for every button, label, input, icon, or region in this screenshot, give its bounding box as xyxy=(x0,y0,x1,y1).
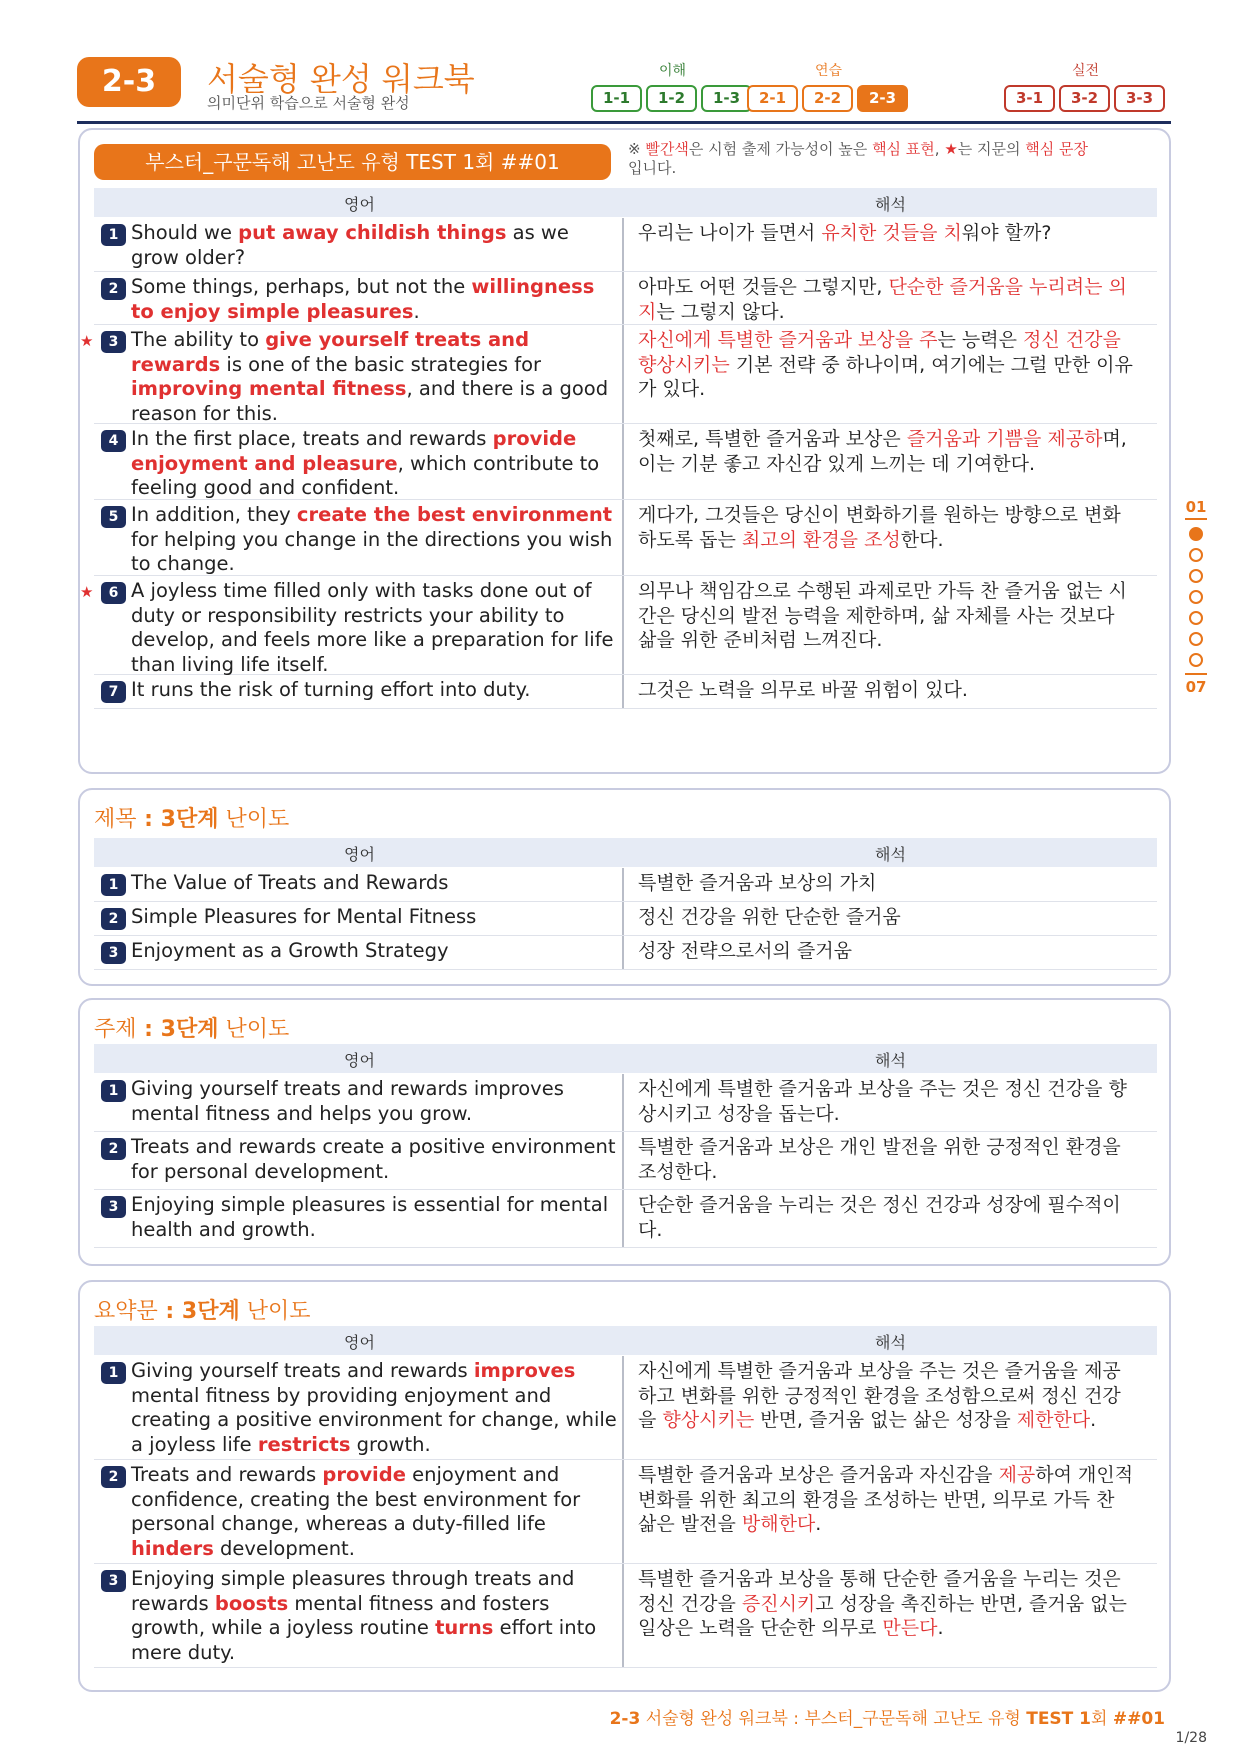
korean-translation: 특별한 즐거움과 보상은 즐거움과 자신감을 제공하여 개인적 변화를 위한 최고의 환경을 조성하는 반면, 의무로 가득 찬 삶은 발전을 방해한다. xyxy=(638,1464,1134,1535)
note-text: 핵심 표현 xyxy=(872,140,935,158)
star-icon: ★ xyxy=(80,332,94,350)
english-sentence: A joyless time filled only with tasks done out of duty or responsibility restricts your ability to develop, and feels more like a preparation for life than living life itself. 6 ★ xyxy=(94,576,624,674)
key-expression: 유치한 것들을 치 xyxy=(821,222,962,244)
column-header-korean: 해석 xyxy=(875,1051,906,1070)
table-row xyxy=(94,218,1157,272)
table-row xyxy=(94,868,1157,902)
table-row xyxy=(94,1356,1157,1460)
note-text: 빨간색 xyxy=(645,140,689,158)
summary-panel xyxy=(78,1280,1171,1692)
progress-end-label: 07 xyxy=(1185,678,1207,696)
table-row xyxy=(94,675,1157,709)
progress-dot[interactable] xyxy=(1189,548,1203,562)
sentence-number: 1 xyxy=(101,224,126,246)
key-expression: give yourself treats and rewards xyxy=(131,328,530,376)
table-row xyxy=(94,500,1157,576)
column-header-english: 영어 xyxy=(344,1333,375,1352)
header-divider xyxy=(77,121,1171,124)
english-sentence: Simple Pleasures for Mental Fitness 2 xyxy=(94,902,624,935)
note-text: , xyxy=(934,140,945,158)
english-sentence: In the first place, treats and rewards provide enjoyment and pleasure, which contribute to feeling good and confident. 4 xyxy=(94,424,624,499)
key-expression: improves xyxy=(473,1359,576,1382)
progress-dot[interactable] xyxy=(1189,569,1203,583)
korean-translation: 우리는 나이가 들면서 유치한 것들을 치워야 할까? xyxy=(638,222,1052,244)
english-sentence: Enjoyment as a Growth Strategy 3 xyxy=(94,936,624,969)
star-icon: ★ xyxy=(80,583,94,601)
key-expression: provide enjoyment and pleasure xyxy=(131,427,577,475)
table-header xyxy=(94,188,1157,217)
note-text: 은 시험 출제 가능성이 높은 xyxy=(688,140,873,158)
note-text: 핵심 문장 xyxy=(1025,140,1089,158)
level-button[interactable]: 2-2 xyxy=(802,85,853,112)
progress-dot[interactable] xyxy=(1189,653,1203,667)
korean-translation: 자신에게 특별한 즐거움과 보상을 주는 능력은 정신 건강을 향상시키는 기본 전략 중 하나이며, 여기에는 그럴 만한 이유가 있다. xyxy=(638,329,1133,400)
key-expression: restricts xyxy=(257,1432,351,1456)
column-header-korean: 해석 xyxy=(875,195,906,214)
sentence-number: 4 xyxy=(101,430,126,452)
level-button[interactable]: 1-3 xyxy=(701,85,752,112)
page-header xyxy=(77,56,1171,122)
unit-badge: 2-3 xyxy=(77,57,181,107)
note-text: 입니다. xyxy=(628,159,677,177)
english-sentence: Enjoying simple pleasures is essential for mental health and growth. 3 xyxy=(94,1190,624,1247)
table-row xyxy=(80,576,1157,676)
passage-panel xyxy=(78,128,1171,774)
key-expression: 방해한다 xyxy=(741,1513,816,1535)
key-expression: improving mental fitness xyxy=(131,377,407,400)
english-sentence: Enjoying simple pleasures through treats and rewards boosts mental fitness and fosters growth, while a joyless routine turns effort into mere duty. 3 xyxy=(94,1564,624,1667)
progress-dot[interactable] xyxy=(1189,590,1203,604)
sentence-number: 7 xyxy=(101,681,126,703)
page-title: 서술형 완성 워크북 xyxy=(207,60,475,98)
key-expression: 증진시키 xyxy=(741,1592,816,1615)
table-row xyxy=(94,424,1157,500)
korean-translation: 아마도 어떤 것들은 그렇지만, 단순한 즐거움을 누리려는 의지는 그렇지 않다. xyxy=(638,276,1127,323)
english-sentence: Giving yourself treats and rewards improves mental fitness and helps you grow. 1 xyxy=(94,1074,624,1131)
key-expression: create the best environment xyxy=(296,503,613,526)
sentence-number: 1 xyxy=(101,1362,126,1384)
key-expression: 제한한다 xyxy=(1016,1409,1091,1431)
progress-dot[interactable] xyxy=(1189,611,1203,625)
section-title: 주제 : 3단계 난이도 xyxy=(94,1017,290,1042)
progress-divider xyxy=(1185,673,1207,675)
sentence-number: 3 xyxy=(101,942,126,964)
progress-dot[interactable] xyxy=(1189,632,1203,646)
key-expression: 제공 xyxy=(998,1464,1036,1486)
footer: 2-3 서술형 완성 워크북 : 부스터_구문독해 고난도 유형 TEST 1회 ##01 xyxy=(609,1709,1165,1729)
table-row xyxy=(94,1190,1157,1248)
key-expression: 즐거움과 기쁨을 제공하 xyxy=(906,428,1103,450)
english-sentence: The ability to give yourself treats and rewards is one of the basic strategies for improving mental fitness, and there is a good reason for this. 3 ★ xyxy=(94,325,624,423)
table-row xyxy=(94,1074,1157,1132)
english-sentence: Some things, perhaps, but not the willingness to enjoy simple pleasures. 2 xyxy=(94,272,624,324)
key-expression: put away childish things xyxy=(238,221,507,244)
sentence-number: 1 xyxy=(101,874,126,896)
level-button[interactable]: 3-2 xyxy=(1059,85,1110,112)
section-title: 제목 : 3단계 난이도 xyxy=(94,807,290,832)
key-expression: boosts xyxy=(214,1591,289,1615)
korean-translation: 단순한 즐거움을 누리는 것은 정신 건강과 성장에 필수적이다. xyxy=(638,1194,1121,1241)
level-button[interactable]: 1-2 xyxy=(646,85,697,112)
table-header xyxy=(94,1326,1157,1355)
column-header-korean: 해석 xyxy=(875,845,906,864)
level-button[interactable]: 2-1 xyxy=(747,85,798,112)
sentence-number: 2 xyxy=(101,278,126,300)
key-expression: willingness to enjoy simple pleasures xyxy=(131,275,595,323)
korean-translation: 자신에게 특별한 즐거움과 보상을 주는 것은 즐거움을 제공하고 변화를 위한 긍정적인 환경을 조성함으로써 정신 건강을 향상시키는 반면, 즐거움 없는 삶은 성장을 제한한다. xyxy=(638,1360,1121,1431)
key-expression: 만든다 xyxy=(882,1617,938,1639)
sentence-number: 3 xyxy=(101,331,126,353)
column-header-english: 영어 xyxy=(344,1051,375,1070)
column-header-english: 영어 xyxy=(344,195,375,214)
level-label: 연습 xyxy=(814,63,843,79)
sentence-number: 2 xyxy=(101,908,126,930)
table-row xyxy=(94,936,1157,970)
key-expression: turns xyxy=(435,1616,494,1639)
level-label: 이해 xyxy=(658,63,687,79)
korean-translation: 의무나 책임감으로 수행된 과제로만 가득 찬 즐거움 없는 시간은 당신의 발전 능력을 제한하며, 삶 자체를 사는 것보다 삶을 위한 준비처럼 느껴진다. xyxy=(638,580,1127,651)
key-expression: 향상시키는 xyxy=(662,1409,755,1431)
level-button[interactable]: 1-1 xyxy=(591,85,642,112)
english-sentence: Treats and rewards create a positive environment for personal development. 2 xyxy=(94,1132,624,1189)
english-sentence: In addition, they create the best environment for helping you change in the directions you wish to change. 5 xyxy=(94,500,624,575)
progress-divider xyxy=(1185,518,1207,520)
english-sentence: Treats and rewards provide enjoyment and confidence, creating the best environment for personal change, whereas a duty-filled life hinders development. 2 xyxy=(94,1460,624,1563)
table-row xyxy=(80,325,1157,425)
table-row xyxy=(94,272,1157,325)
sentence-number: 3 xyxy=(101,1570,126,1592)
english-sentence: The Value of Treats and Rewards 1 xyxy=(94,868,624,901)
column-header-korean: 해석 xyxy=(875,1333,906,1352)
table-header xyxy=(94,838,1157,867)
progress-dot-current[interactable] xyxy=(1189,527,1203,541)
sentence-number: 3 xyxy=(101,1196,126,1218)
korean-translation: 정신 건강을 위한 단순한 즐거움 xyxy=(638,906,901,928)
korean-translation: 특별한 즐거움과 보상은 개인 발전을 위한 긍정적인 환경을 조성한다. xyxy=(638,1136,1121,1183)
key-expression: 자신에게 특별한 즐거움과 보상을 주 xyxy=(638,329,938,351)
sentence-number: 2 xyxy=(101,1466,126,1488)
sentence-number: 5 xyxy=(101,506,126,528)
level-button-active[interactable]: 2-3 xyxy=(857,85,908,112)
progress-start-label: 01 xyxy=(1185,498,1207,516)
sentence-number: 1 xyxy=(101,1080,126,1102)
korean-translation: 특별한 즐거움과 보상의 가치 xyxy=(638,872,877,894)
table-row xyxy=(94,1564,1157,1668)
key-expression: 단순한 즐거움을 누리려는 의지 xyxy=(638,276,1127,323)
key-expression: 정신 건강을 향상시키는 xyxy=(638,329,1121,376)
column-header-english: 영어 xyxy=(344,845,375,864)
star-icon: ★ xyxy=(944,140,958,158)
key-expression: hinders xyxy=(131,1536,214,1560)
korean-translation: 자신에게 특별한 즐거움과 보상을 주는 것은 정신 건강을 향상시키고 성장을 돕는다. xyxy=(638,1078,1127,1125)
level-label: 실전 xyxy=(1071,63,1100,79)
key-expression: provide xyxy=(322,1463,406,1486)
korean-translation: 특별한 즐거움과 보상을 통해 단순한 즐거움을 누리는 것은 정신 건강을 증진시키고 성장을 촉진하는 반면, 즐거움 없는 일상은 노력을 단순한 의무로 만든다. xyxy=(638,1568,1127,1639)
korean-translation: 게다가, 그것들은 당신이 변화하기를 원하는 방향으로 변화하도록 돕는 최고의 환경을 조성한다. xyxy=(638,504,1121,551)
note-text: 는 지문의 xyxy=(957,140,1026,158)
english-sentence: Should we put away childish things as we grow older? 1 xyxy=(94,218,624,271)
level-button[interactable]: 3-1 xyxy=(1004,85,1055,112)
korean-translation: 성장 전략으로서의 즐거움 xyxy=(638,940,852,962)
key-expression: 최고의 환경을 조성 xyxy=(741,528,901,551)
korean-translation: 그것은 노력을 의무로 바꿀 위험이 있다. xyxy=(638,679,968,701)
table-row xyxy=(94,1460,1157,1564)
english-sentence: Giving yourself treats and rewards improves mental fitness by providing enjoyment and creating a positive environment for change, while a joyless life restricts growth. 1 xyxy=(94,1356,624,1459)
table-row xyxy=(94,1132,1157,1190)
english-sentence: It runs the risk of turning effort into duty. 7 xyxy=(94,675,624,708)
table-header xyxy=(94,1044,1157,1073)
section-title: 요약문 : 3단계 난이도 xyxy=(94,1299,311,1324)
level-button[interactable]: 3-3 xyxy=(1114,85,1165,112)
table-row xyxy=(94,902,1157,936)
title-panel xyxy=(78,788,1171,986)
theme-panel xyxy=(78,998,1171,1266)
note-text: ※ xyxy=(628,140,646,158)
sentence-number: 6 xyxy=(101,582,126,604)
page-subtitle: 의미단위 학습으로 서술형 완성 xyxy=(207,94,410,112)
korean-translation: 첫째로, 특별한 즐거움과 보상은 즐거움과 기쁨을 제공하며, 이는 기분 좋고 자신감 있게 느끼는 데 기여한다. xyxy=(638,428,1127,475)
page-number: 1/28 xyxy=(1175,1730,1207,1746)
test-badge: 부스터_구문독해 고난도 유형 TEST 1회 ##01 xyxy=(94,144,611,180)
sentence-number: 2 xyxy=(101,1138,126,1160)
legend-note xyxy=(628,140,1158,178)
